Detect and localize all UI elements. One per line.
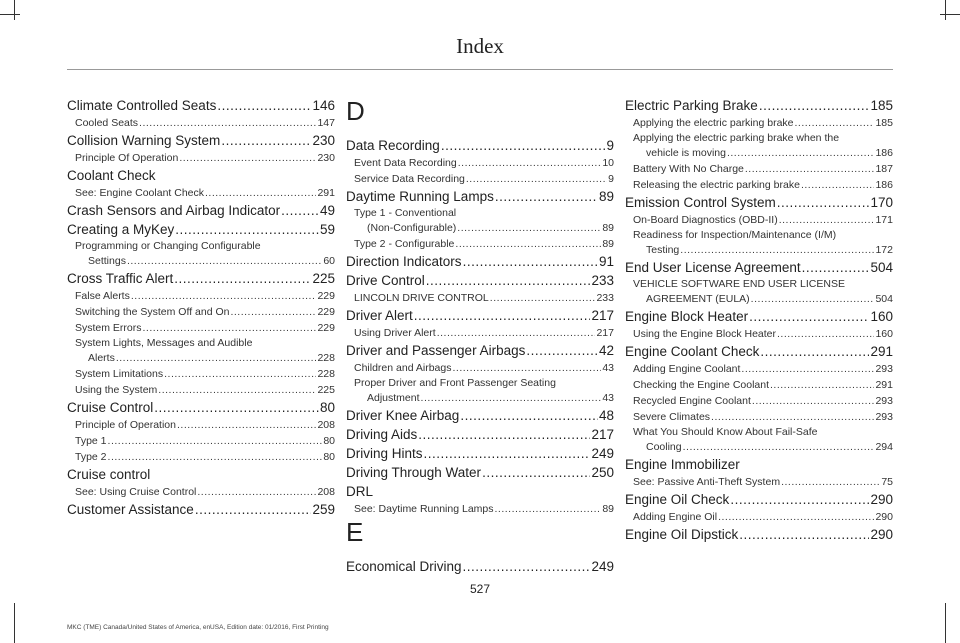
entry-text: Electric Parking Brake [625, 98, 758, 113]
entry-page-number: 290 [870, 527, 893, 542]
footer-edition: MKC (TME) Canada/United States of America, enUSA, Edition date: 01/2016, First Printing [67, 624, 329, 631]
entry-page-number: 229 [317, 290, 335, 302]
entry-page-number: 185 [870, 98, 893, 113]
index-subentry [67, 320, 335, 336]
header-rule [67, 69, 893, 70]
entry-page-number: 504 [875, 293, 893, 305]
entry-text: Adding Engine Oil [633, 511, 718, 523]
index-entry [67, 398, 335, 417]
index-subentry [67, 382, 335, 398]
index-entry [625, 193, 893, 212]
index-subentry [625, 243, 893, 258]
index-column-2 [346, 96, 614, 576]
index-subentry [67, 366, 335, 382]
entry-page-number: 89 [602, 503, 614, 515]
page-title: Index [456, 34, 504, 58]
crop-mark-top-right-v [945, 0, 946, 20]
index-subentry [67, 254, 335, 269]
crop-mark-bottom-left-v [14, 603, 15, 643]
entry-text: Customer Assistance [67, 502, 194, 517]
index-subentry [346, 171, 614, 187]
entry-page-number: 185 [875, 117, 893, 129]
leader-dots [139, 115, 316, 131]
entry-text: Cooled Seats [75, 117, 139, 129]
index-subentry [67, 417, 335, 433]
leader-dots [441, 136, 606, 155]
entry-page-number: 59 [319, 222, 335, 237]
index-entry [346, 557, 614, 576]
leader-dots [495, 187, 598, 206]
index-entry [67, 220, 335, 239]
leader-dots [730, 490, 869, 509]
entry-page-number: 80 [323, 435, 335, 447]
leader-dots [795, 115, 875, 131]
index-entry [67, 500, 335, 519]
entry-page-number: 249 [591, 446, 614, 461]
leader-dots [164, 366, 316, 382]
leader-dots [421, 391, 602, 406]
entry-page-number: 10 [602, 157, 614, 169]
leader-dots [741, 361, 874, 377]
entry-page-number: 259 [312, 502, 335, 517]
entry-page-number: 43 [602, 392, 614, 404]
leader-dots [108, 449, 323, 465]
entry-text: Principle of Operation [75, 419, 176, 431]
leader-dots [466, 171, 607, 187]
entry-page-number: 290 [875, 511, 893, 523]
leader-dots [230, 304, 316, 320]
entry-page-number: 230 [317, 152, 335, 164]
entry-page-number: 172 [875, 244, 893, 256]
entry-text: Battery With No Charge [633, 163, 744, 175]
entry-text: Using the System [75, 384, 158, 396]
entry-text: Switching the System Off and On [75, 306, 230, 318]
leader-dots [739, 525, 869, 544]
entry-page-number: 208 [317, 486, 335, 498]
index-subentry [346, 360, 614, 376]
leader-dots [495, 501, 602, 517]
entry-text: Type 1 [75, 435, 107, 447]
entry-page-number: 89 [602, 238, 614, 250]
entry-page-number: 217 [591, 308, 614, 323]
leader-dots [154, 398, 319, 417]
leader-dots [127, 254, 322, 269]
entry-text: Recycled Engine Coolant [633, 395, 751, 407]
index-entry [346, 136, 614, 155]
entry-page-number: 160 [870, 309, 893, 324]
index-entry [625, 96, 893, 115]
entry-page-number: 91 [598, 254, 614, 269]
crop-mark-top-left-h [0, 14, 20, 15]
entry-text: Type 2 [75, 451, 107, 463]
entry-text: Adjustment [367, 392, 420, 404]
index-subentry [67, 150, 335, 166]
index-entry [346, 425, 614, 444]
index-subentry [625, 212, 893, 228]
entry-text: Cross Traffic Alert [67, 271, 174, 286]
index-entry [346, 444, 614, 463]
index-entry [625, 490, 893, 509]
leader-dots [458, 155, 602, 171]
leader-dots [711, 409, 874, 425]
entry-text: (Non-Configurable) [367, 222, 457, 234]
crop-mark-top-right-h [940, 14, 960, 15]
leader-dots [455, 236, 601, 252]
leader-dots [221, 131, 311, 150]
index-subentry: VEHICLE SOFTWARE END USER LICENSE [633, 278, 845, 290]
entry-text: Driver and Passenger Airbags [346, 343, 526, 358]
crop-mark-bottom-right-v [945, 603, 946, 643]
entry-text: Driving Through Water [346, 465, 482, 480]
entry-page-number: 171 [875, 214, 893, 226]
index-subentry [625, 161, 893, 177]
leader-dots [158, 382, 316, 398]
leader-dots [426, 271, 591, 290]
leader-dots [526, 341, 598, 360]
leader-dots [745, 161, 875, 177]
leader-dots [108, 433, 323, 449]
leader-dots [195, 500, 312, 519]
leader-dots [463, 252, 598, 271]
entry-page-number: 233 [591, 273, 614, 288]
leader-dots [777, 326, 874, 342]
leader-dots [177, 417, 316, 433]
leader-dots [683, 440, 875, 455]
entry-text: LINCOLN DRIVE CONTROL [354, 292, 489, 304]
entry-text: Direction Indicators [346, 254, 462, 269]
entry-page-number: 89 [602, 222, 614, 234]
entry-page-number: 187 [875, 163, 893, 175]
entry-page-number: 9 [608, 173, 614, 185]
index-subentry [346, 236, 614, 252]
entry-page-number: 228 [317, 368, 335, 380]
entry-page-number: 186 [875, 179, 893, 191]
leader-dots [457, 221, 601, 236]
entry-text: Crash Sensors and Airbag Indicator [67, 203, 281, 218]
entry-page-number: 208 [317, 419, 335, 431]
index-entry [625, 307, 893, 326]
entry-text: Type 2 - Configurable [354, 238, 455, 250]
entry-text: System Errors [75, 322, 142, 334]
entry-page-number: 293 [875, 363, 893, 375]
leader-dots [197, 484, 316, 500]
index-entry [346, 271, 614, 290]
leader-dots [781, 474, 880, 490]
index-entry [67, 269, 335, 288]
index-entry [625, 525, 893, 544]
index-entry [625, 342, 893, 361]
index-subentry [625, 409, 893, 425]
index-subentry [67, 449, 335, 465]
entry-text: Principle Of Operation [75, 152, 179, 164]
entry-text: Driving Hints [346, 446, 423, 461]
entry-page-number: 250 [591, 465, 614, 480]
index-entry: Cruise control [67, 467, 151, 482]
leader-dots [463, 557, 591, 576]
entry-text: See: Using Cruise Control [75, 486, 197, 498]
entry-text: Engine Coolant Check [625, 344, 760, 359]
index-entry: Engine Immobilizer [625, 457, 740, 472]
entry-page-number: 229 [317, 322, 335, 334]
leader-dots [779, 212, 875, 228]
entry-page-number: 42 [598, 343, 614, 358]
leader-dots [760, 342, 869, 361]
index-entry [67, 131, 335, 150]
entry-text: Severe Climates [633, 411, 711, 423]
leader-dots [482, 463, 590, 482]
index-subentry [625, 115, 893, 131]
index-entry [67, 96, 335, 115]
entry-text: See: Daytime Running Lamps [354, 503, 494, 515]
leader-dots [131, 288, 317, 304]
leader-dots [143, 320, 317, 336]
entry-text: Checking the Engine Coolant [633, 379, 770, 391]
leader-dots [452, 360, 601, 376]
leader-dots [414, 306, 591, 325]
index-column-3 [625, 96, 893, 544]
entry-page-number: 80 [323, 451, 335, 463]
entry-text: System Limitations [75, 368, 164, 380]
index-subentry [67, 185, 335, 201]
leader-dots [175, 220, 319, 239]
entry-page-number: 43 [602, 362, 614, 374]
entry-text: Applying the electric parking brake [633, 117, 794, 129]
index-subentry [625, 146, 893, 161]
index-subentry: System Lights, Messages and Audible [75, 337, 253, 349]
leader-dots [751, 292, 875, 307]
index-entry [625, 258, 893, 277]
leader-dots [680, 243, 874, 258]
index-subentry [346, 290, 614, 306]
entry-page-number: 89 [598, 189, 614, 204]
index-subentry: What You Should Know About Fail-Safe [633, 426, 818, 438]
index-entry [346, 463, 614, 482]
leader-dots [777, 193, 870, 212]
section-letter: E [346, 517, 364, 547]
entry-page-number: 233 [596, 292, 614, 304]
entry-page-number: 217 [591, 427, 614, 442]
entry-text: Daytime Running Lamps [346, 189, 494, 204]
entry-text: Alerts [88, 352, 115, 364]
entry-page-number: 228 [317, 352, 335, 364]
entry-page-number: 48 [598, 408, 614, 423]
leader-dots [281, 201, 319, 220]
entry-text: On-Board Diagnostics (OBD-II) [633, 214, 778, 226]
entry-text: Engine Oil Check [625, 492, 730, 507]
entry-text: Adding Engine Coolant [633, 363, 741, 375]
entry-page-number: 9 [606, 138, 614, 153]
index-subentry [346, 325, 614, 341]
leader-dots [801, 177, 875, 193]
leader-dots [759, 96, 870, 115]
entry-text: Driver Knee Airbag [346, 408, 460, 423]
entry-text: Releasing the electric parking brake [633, 179, 800, 191]
entry-page-number: 170 [870, 195, 893, 210]
index-subentry [67, 115, 335, 131]
index-entry [346, 406, 614, 425]
entry-text: Event Data Recording [354, 157, 457, 169]
index-entry: Coolant Check [67, 168, 156, 183]
index-entry [67, 201, 335, 220]
page-number: 527 [469, 582, 491, 596]
leader-dots [116, 351, 317, 366]
entry-page-number: 147 [317, 117, 335, 129]
entry-text: Cruise Control [67, 400, 154, 415]
entry-text: Engine Oil Dipstick [625, 527, 739, 542]
entry-text: Cooling [646, 441, 682, 453]
index-subentry [67, 351, 335, 366]
index-entry [346, 306, 614, 325]
entry-text: Settings [88, 255, 126, 267]
leader-dots [802, 258, 870, 277]
entry-page-number: 186 [875, 147, 893, 159]
index-subentry: Proper Driver and Front Passenger Seating [354, 377, 556, 389]
index-subentry [346, 221, 614, 236]
index-subentry [625, 474, 893, 490]
leader-dots [418, 425, 590, 444]
entry-text: Children and Airbags [354, 362, 452, 374]
entry-page-number: 75 [881, 476, 893, 488]
index-subentry [67, 484, 335, 500]
index-subentry: Applying the electric parking brake when the [633, 132, 840, 144]
index-subentry [625, 292, 893, 307]
index-entry [346, 341, 614, 360]
index-subentry [625, 509, 893, 525]
entry-text: False Alerts [75, 290, 130, 302]
entry-page-number: 290 [870, 492, 893, 507]
index-subentry [625, 326, 893, 342]
leader-dots [179, 150, 316, 166]
index-subentry [346, 391, 614, 406]
entry-text: Creating a MyKey [67, 222, 175, 237]
crop-mark-top-left-v [14, 0, 15, 20]
index-entry: DRL [346, 484, 374, 499]
entry-page-number: 225 [317, 384, 335, 396]
entry-page-number: 229 [317, 306, 335, 318]
index-subentry [625, 377, 893, 393]
index-subentry [625, 177, 893, 193]
entry-page-number: 294 [875, 441, 893, 453]
entry-page-number: 293 [875, 411, 893, 423]
entry-page-number: 146 [312, 98, 335, 113]
leader-dots [217, 96, 311, 115]
entry-text: AGREEMENT (EULA) [646, 293, 750, 305]
entry-page-number: 230 [312, 133, 335, 148]
index-subentry [625, 361, 893, 377]
entry-text: Data Recording [346, 138, 440, 153]
leader-dots [749, 307, 869, 326]
entry-text: Drive Control [346, 273, 425, 288]
entry-text: See: Passive Anti-Theft System [633, 476, 781, 488]
entry-page-number: 60 [323, 255, 335, 267]
entry-page-number: 160 [875, 328, 893, 340]
index-entry [346, 252, 614, 271]
index-subentry [346, 155, 614, 171]
entry-text: Engine Block Heater [625, 309, 749, 324]
leader-dots [752, 393, 875, 409]
entry-page-number: 49 [319, 203, 335, 218]
entry-page-number: 291 [870, 344, 893, 359]
entry-text: Climate Controlled Seats [67, 98, 217, 113]
entry-page-number: 504 [870, 260, 893, 275]
entry-page-number: 249 [591, 559, 614, 574]
index-subentry: Programming or Changing Configurable [75, 240, 261, 252]
entry-text: Using Driver Alert [354, 327, 436, 339]
leader-dots [174, 269, 311, 288]
entry-page-number: 217 [596, 327, 614, 339]
entry-text: Driving Aids [346, 427, 418, 442]
leader-dots [424, 444, 591, 463]
entry-page-number: 291 [875, 379, 893, 391]
leader-dots [770, 377, 874, 393]
index-subentry [625, 393, 893, 409]
entry-text: Testing [646, 244, 680, 256]
section-letter: D [346, 96, 365, 126]
index-subentry [67, 288, 335, 304]
entry-text: Driver Alert [346, 308, 413, 323]
leader-dots [205, 185, 316, 201]
entry-page-number: 225 [312, 271, 335, 286]
index-subentry: Readiness for Inspection/Maintenance (I/M) [633, 229, 837, 241]
entry-text: See: Engine Coolant Check [75, 187, 204, 199]
entry-text: Service Data Recording [354, 173, 465, 185]
index-subentry [346, 501, 614, 517]
entry-text: Economical Driving [346, 559, 462, 574]
index-subentry [67, 433, 335, 449]
leader-dots [727, 146, 875, 161]
entry-text: Emission Control System [625, 195, 776, 210]
index-subentry [67, 304, 335, 320]
leader-dots [460, 406, 598, 425]
leader-dots [437, 325, 596, 341]
leader-dots [718, 509, 874, 525]
index-subentry: Type 1 - Conventional [354, 207, 457, 219]
index-column-1 [67, 96, 335, 519]
index-subentry [625, 440, 893, 455]
entry-page-number: 291 [317, 187, 335, 199]
leader-dots [490, 290, 596, 306]
index-entry [346, 187, 614, 206]
entry-text: End User License Agreement [625, 260, 801, 275]
entry-text: Collision Warning System [67, 133, 221, 148]
entry-page-number: 293 [875, 395, 893, 407]
entry-text: Using the Engine Block Heater [633, 328, 776, 340]
entry-text: vehicle is moving [646, 147, 726, 159]
entry-page-number: 80 [319, 400, 335, 415]
